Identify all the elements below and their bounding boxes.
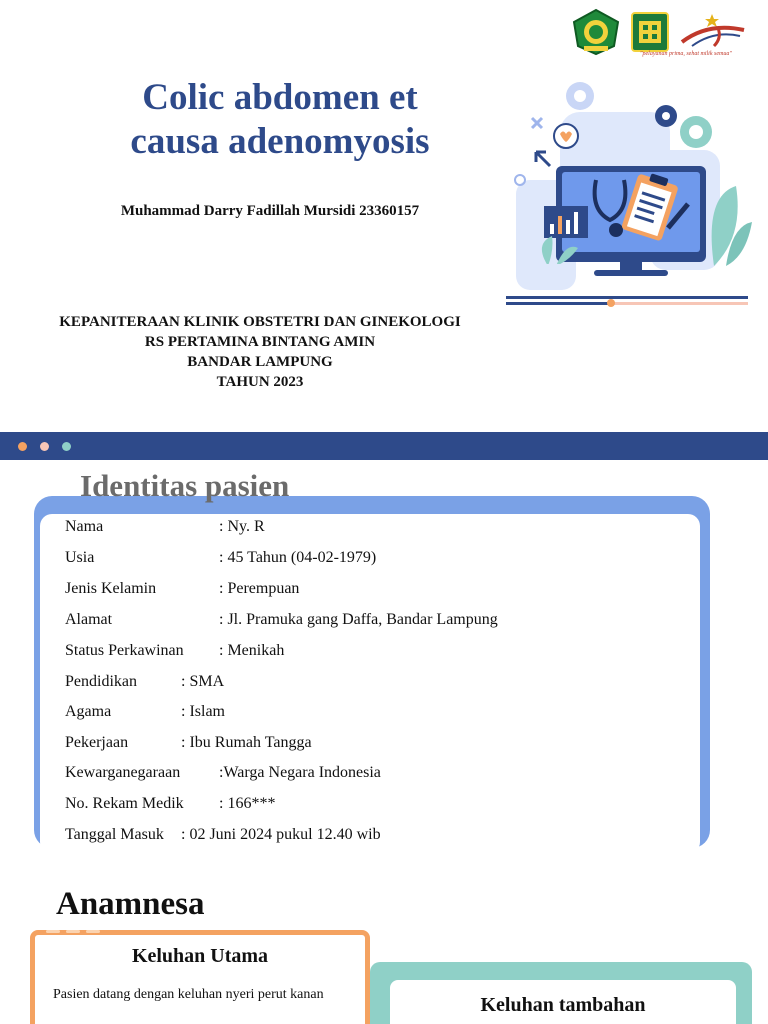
logo-tagline: "pelayanan prima, sehat milik semua" (640, 51, 732, 57)
row-value: : 45 Tahun (04-02-1979) (219, 549, 377, 566)
row-label: Jenis Kelamin (65, 580, 157, 597)
row-label: Status Perkawinan (65, 642, 184, 659)
secondary-complaint-card (390, 980, 736, 1024)
presentation-title (60, 76, 500, 165)
row-value: : Perempuan (219, 580, 300, 597)
slide-header-bar (0, 432, 768, 460)
row-value: :Warga Negara Indonesia (219, 764, 381, 781)
gear-icon (655, 105, 677, 127)
header-dot (40, 442, 49, 451)
logo-group (570, 8, 748, 56)
cursor-icon (536, 152, 550, 166)
patient-identity-slide (0, 432, 768, 862)
row-label: Agama (65, 703, 112, 720)
row-value: : Menikah (219, 642, 285, 659)
row-value: : Islam (181, 703, 225, 720)
decorative-dashes (46, 930, 100, 933)
title-slide (0, 0, 768, 432)
row-label: Alamat (65, 611, 113, 628)
institution-line: BANDAR LAMPUNG (187, 354, 333, 370)
header-dot (62, 442, 71, 451)
row-label: Tanggal Masuk (65, 826, 164, 843)
title-line-1: Colic abdomen et (142, 77, 418, 118)
medical-computer-illustration (500, 70, 756, 310)
medical-faculty-logo (630, 11, 670, 53)
gear-icon (566, 82, 594, 110)
author-name: Muhammad Darry Fadillah Mursidi 23360157 (120, 203, 420, 219)
row-value: : SMA (181, 673, 225, 690)
row-value: : Ibu Rumah Tangga (181, 734, 312, 751)
row-label: Usia (65, 549, 95, 566)
institution-line: KEPANITERAAN KLINIK OBSTETRI DAN GINEKOLOGI (59, 314, 461, 330)
row-value: : Jl. Pramuka gang Daffa, Bandar Lampung (219, 611, 498, 628)
chief-complaint-title: Keluhan Utama (131, 945, 269, 967)
institution-block (20, 312, 500, 392)
chief-complaint-card (30, 930, 370, 1024)
gear-icon (680, 116, 712, 148)
row-value: : 02 Juni 2024 pukul 12.40 wib (181, 826, 381, 843)
title-line-2: causa adenomyosis (130, 121, 430, 163)
section-title: Identitas pasien (80, 468, 290, 503)
section-title: Anamnesa (56, 886, 205, 922)
pertamina-hospital-logo (678, 12, 748, 52)
institution-line: TAHUN 2023 (216, 374, 304, 390)
close-icon (532, 118, 542, 128)
row-label: No. Rekam Medik (65, 795, 184, 812)
row-label: Kewarganegaraan (65, 764, 181, 781)
institution-line: RS PERTAMINA BINTANG AMIN (144, 334, 376, 350)
row-value: : Ny. R (219, 518, 265, 535)
anamnesis-slide (0, 862, 768, 1024)
row-label: Nama (65, 518, 104, 535)
secondary-complaint-title: Keluhan tambahan (480, 994, 646, 1016)
row-label: Pekerjaan (65, 734, 129, 751)
university-seal-logo (570, 8, 622, 56)
header-dot (18, 442, 27, 451)
row-label: Pendidikan (65, 673, 137, 690)
chief-complaint-text: Pasien datang dengan keluhan nyeri perut kanan (53, 987, 324, 1002)
row-value: : 166*** (219, 795, 276, 812)
